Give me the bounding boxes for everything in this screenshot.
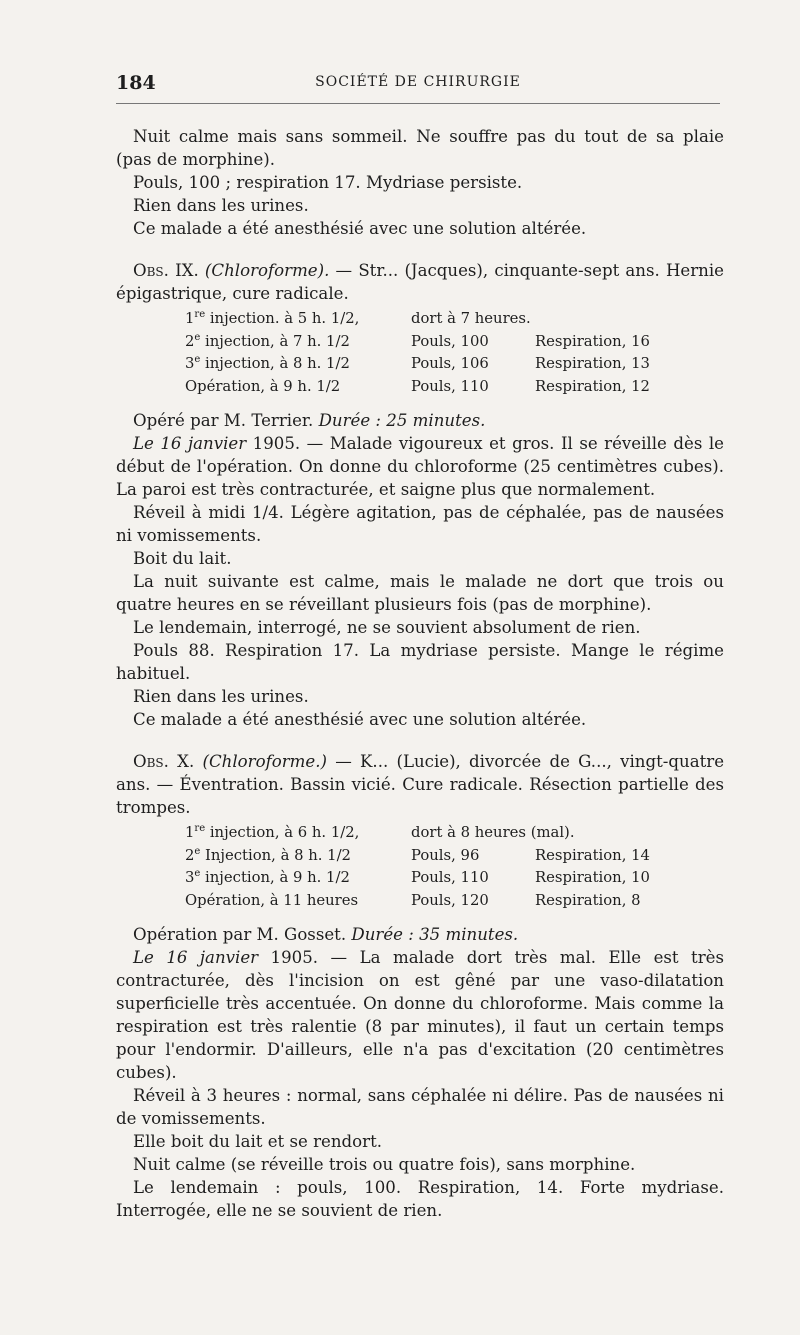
table-row xyxy=(185,822,675,845)
table-row xyxy=(185,376,675,399)
injection-time: injection. à 5 h. 1/2, xyxy=(205,310,360,327)
paragraph: Ce malade a été anesthésié avec une solution altérée. xyxy=(133,219,587,238)
table-cell: Respiration, 12 xyxy=(535,377,650,395)
operated-by: Opéré par M. Terrier. xyxy=(133,411,314,430)
spacer xyxy=(116,240,724,259)
table-row xyxy=(185,353,675,376)
date: Le 16 janvier xyxy=(133,434,247,453)
observation-9-intro xyxy=(116,259,724,305)
page-header xyxy=(116,72,720,96)
table-cell: dort à 8 heures (mal). xyxy=(411,824,575,841)
paragraph: Pouls 88. Respiration 17. La mydriase persiste. Mange le régime habituel. xyxy=(116,641,724,683)
paragraph: Boit du lait. xyxy=(133,549,232,568)
ordinal-suffix: e xyxy=(194,845,201,857)
table-cell xyxy=(185,331,411,354)
operator-line xyxy=(116,923,724,946)
spacer xyxy=(116,398,724,409)
injection-table-obs10 xyxy=(185,822,675,912)
ordinal-number: 3 xyxy=(185,869,195,886)
anesthetic-agent: (Chloroforme.) xyxy=(202,752,327,771)
duration: Durée : 35 minutes. xyxy=(351,925,519,944)
running-title: SOCIÉTÉ DE CHIRURGIE xyxy=(315,74,521,90)
spacer xyxy=(116,912,724,923)
page-body xyxy=(116,125,724,1222)
table-cell: Opération, à 11 heures xyxy=(185,891,359,909)
paragraph-text: 1905. — Malade vigoureux et gros. Il se réveille dès le début de l'opération. On donne du chloroforme (25 centimètres cubes). La paroi est très contracturée, et saigne plus que normalement. xyxy=(116,434,724,499)
table-cell: Respiration, 13 xyxy=(535,355,650,372)
observation-10-intro xyxy=(116,750,724,819)
ordinal-suffix: e xyxy=(194,868,201,880)
paragraph: Nuit calme mais sans sommeil. Ne souffre pas du tout de sa plaie (pas de morphine). xyxy=(116,127,724,169)
ordinal-number: 1 xyxy=(185,310,195,327)
paragraph: Elle boit du lait et se rendort. xyxy=(133,1132,383,1151)
table-cell: Respiration, 8 xyxy=(535,891,641,909)
table-cell: Respiration, 14 xyxy=(535,846,650,864)
paragraph: Nuit calme (se réveille trois ou quatre fois), sans morphine. xyxy=(133,1155,636,1174)
table-row xyxy=(185,845,675,868)
paragraph: Réveil à 3 heures : normal, sans céphalée ni délire. Pas de nausées ni de vomissements. xyxy=(116,1086,724,1128)
paragraph: Le lendemain, interrogé, ne se souvient absolument de rien. xyxy=(133,618,641,637)
paragraph xyxy=(116,946,724,1084)
table-cell: Pouls, 120 xyxy=(411,891,489,909)
ordinal-number: 3 xyxy=(185,355,195,372)
ordinal-number: 2 xyxy=(185,332,195,350)
spacer xyxy=(116,731,724,750)
table-cell: Pouls, 110 xyxy=(411,869,489,886)
ordinal-suffix: re xyxy=(194,309,206,321)
injection-time: Injection, à 8 h. 1/2 xyxy=(200,846,351,864)
header-rule xyxy=(116,103,720,104)
table-cell xyxy=(185,845,411,868)
table-cell: dort à 7 heures. xyxy=(411,310,531,327)
observation-label: Obs. IX. xyxy=(133,261,199,280)
observation-intro-text: — K... (Lucie), divorcée de G..., vingt-quatre ans. — Éventration. Bassin vicié. Cure radicale. Résection partielle des trompes. xyxy=(116,752,725,817)
ordinal-number: 2 xyxy=(185,846,195,864)
table-cell: Opération, à 9 h. 1/2 xyxy=(185,377,341,395)
injection-time: injection, à 6 h. 1/2, xyxy=(205,824,360,841)
paragraph: Ce malade a été anesthésié avec une solution altérée. xyxy=(133,710,587,729)
table-cell xyxy=(185,308,411,331)
ordinal-suffix: e xyxy=(194,354,201,366)
paragraph: Pouls, 100 ; respiration 17. Mydriase persiste. xyxy=(133,173,523,192)
injection-time: injection, à 8 h. 1/2 xyxy=(200,355,350,372)
date: Le 16 janvier xyxy=(133,948,259,967)
table-cell: Pouls, 100 xyxy=(411,332,489,350)
table-row xyxy=(185,308,675,331)
paragraph: Réveil à midi 1/4. Légère agitation, pas de céphalée, pas de nausées ni vomissements. xyxy=(116,503,724,545)
duration: Durée : 25 minutes. xyxy=(318,411,486,430)
paragraph: La nuit suivante est calme, mais le malade ne dort que trois ou quatre heures en se réveillant plusieurs fois (pas de morphine). xyxy=(116,572,724,614)
table-row xyxy=(185,890,675,913)
operator-line xyxy=(116,409,724,432)
ordinal-suffix: re xyxy=(194,823,206,835)
observation-intro-text: — Str... (Jacques), cinquante-sept ans. Hernie épigastrique, cure radicale. xyxy=(116,261,724,303)
operated-by: Opération par M. Gosset. xyxy=(133,925,347,944)
table-cell xyxy=(185,867,411,890)
anesthetic-agent: (Chloroforme). xyxy=(204,261,330,280)
table-cell: Respiration, 16 xyxy=(535,332,650,350)
table-cell: Pouls, 96 xyxy=(411,846,480,864)
paragraph-text: 1905. — La malade dort très mal. Elle est très contracturée, dès l'incision on est gêné par une vaso-dilatation superficielle très accentuée. On donne du chloroforme. Mais comme la respiration est très ralentie (8 par minutes), il faut un certain temps pour l'endormir. D'ailleurs, elle n'a pas d'excitation (20 centimètres cubes). xyxy=(116,948,724,1082)
table-cell xyxy=(185,353,411,376)
injection-table-obs9 xyxy=(185,308,675,398)
page-number: 184 xyxy=(116,72,156,94)
injection-time: injection, à 7 h. 1/2 xyxy=(200,332,350,350)
table-cell: Respiration, 10 xyxy=(535,869,650,886)
paragraph: Rien dans les urines. xyxy=(133,196,309,215)
table-cell xyxy=(185,822,411,845)
table-row xyxy=(185,331,675,354)
observation-label: Obs. X. xyxy=(133,752,195,771)
table-cell: Pouls, 106 xyxy=(411,355,489,372)
ordinal-suffix: e xyxy=(194,331,201,343)
paragraph: Le lendemain : pouls, 100. Respiration, 14. Forte mydriase. Interrogée, elle ne se souvient de rien. xyxy=(116,1178,724,1220)
table-cell: Pouls, 110 xyxy=(411,377,489,395)
paragraph xyxy=(116,432,724,501)
paragraph: Rien dans les urines. xyxy=(133,687,309,706)
ordinal-number: 1 xyxy=(185,824,195,841)
injection-time: injection, à 9 h. 1/2 xyxy=(200,869,350,886)
table-row xyxy=(185,867,675,890)
